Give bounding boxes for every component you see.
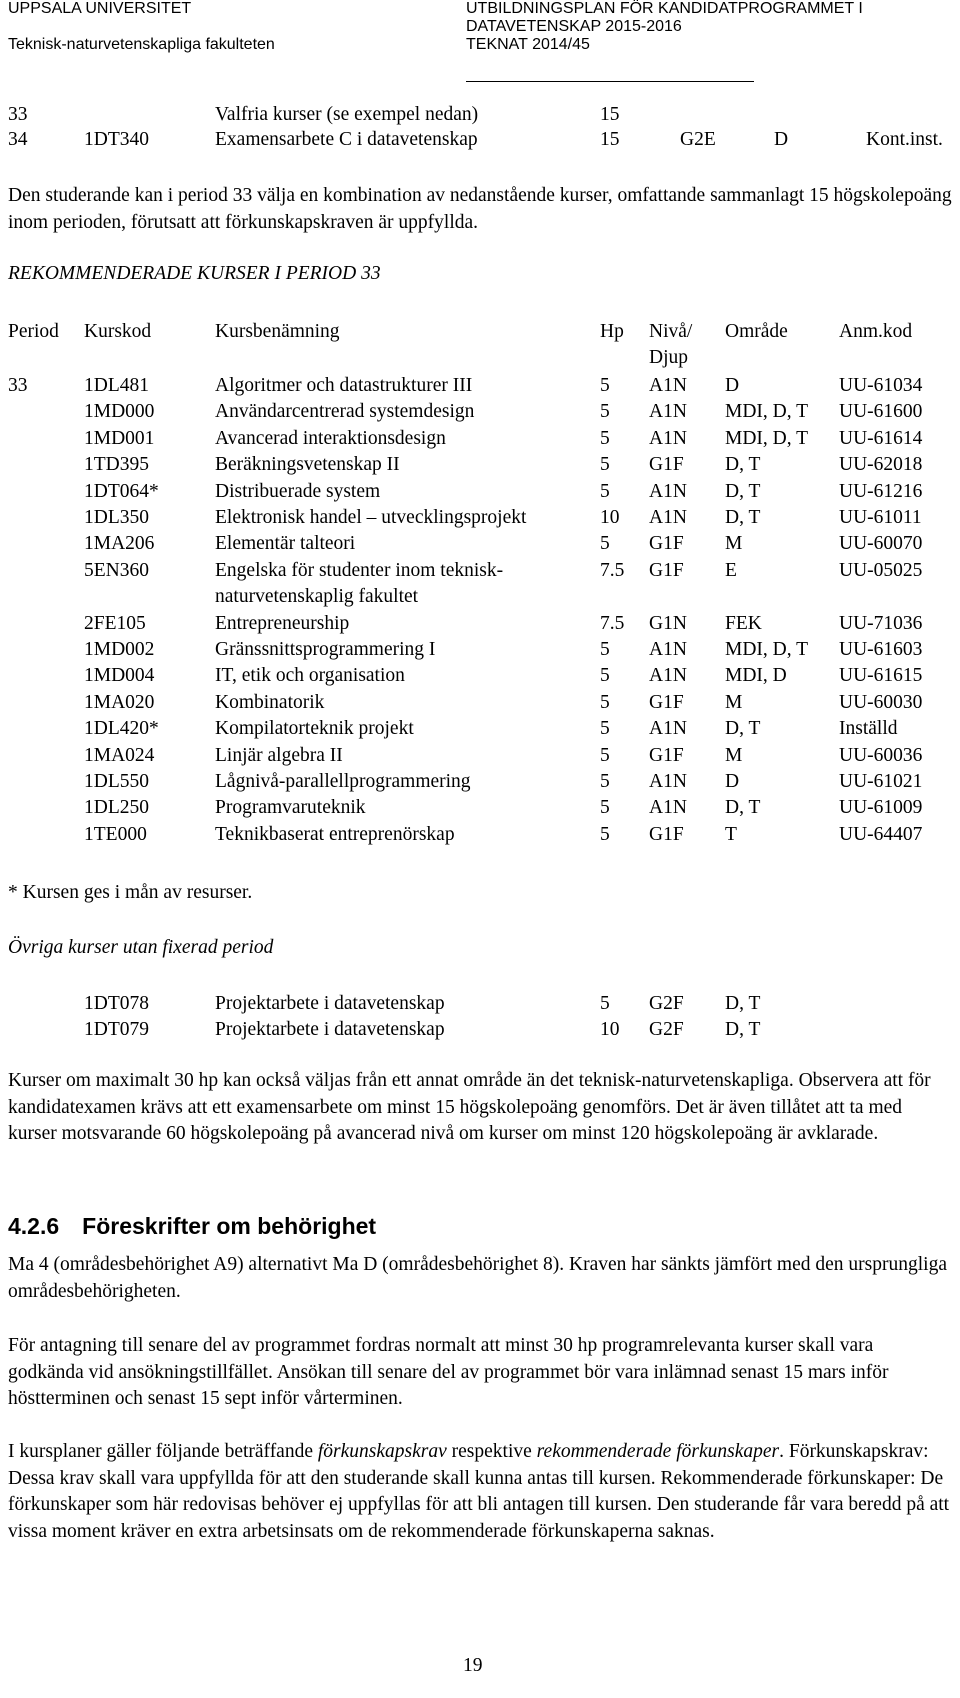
cell-area: D, T: [725, 507, 761, 528]
cell-code: 1MD002: [84, 639, 155, 660]
cell-name: Algoritmer och datastrukturer III: [215, 375, 473, 396]
course-row: [0, 428, 960, 454]
cell-name: Distribuerade system: [215, 480, 381, 502]
cell-area: D, T: [725, 993, 761, 1014]
cell-code: 1DL420*: [84, 718, 159, 740]
cell-hp: 5: [600, 691, 610, 713]
cell-hp: 5: [600, 744, 610, 766]
cell-area: MDI, D, T: [725, 639, 809, 660]
cell-area: FEK: [725, 612, 762, 634]
cell-note: UU-61615: [839, 665, 923, 687]
plan-subtitle: DATAVETENSKAP 2015-2016: [466, 18, 682, 35]
cell-hp: 5: [600, 454, 610, 476]
course-row: [0, 692, 960, 718]
cell-note: UU-60036: [839, 744, 923, 766]
cell-code: 1DL350: [84, 507, 149, 528]
cell-code: 1TE000: [84, 823, 147, 845]
cell-name: Linjär algebra II: [215, 744, 343, 766]
admission-paragraph: För antagning till senare del av programmet fordras normalt att minst 30 hp programrelevanta kurser skall vara godkända vid ansökningstillfället. Ansökan till senare del av programmet bör vara inlämnad senast 15 mars inför höstterminen och senast 15 sept inför vårterminen.: [8, 1335, 889, 1409]
cell-hp: 5: [600, 375, 610, 396]
cell-area: MDI, D, T: [725, 427, 809, 449]
faculty-name: Teknisk-naturvetenskapliga fakulteten: [8, 36, 275, 53]
cell-period: 33: [8, 104, 28, 125]
cell-area: E: [725, 559, 737, 581]
recommended-heading: REKOMMENDERADE KURSER I PERIOD 33: [8, 263, 381, 284]
page-number: 19: [463, 1655, 483, 1676]
cell-period: 33: [8, 375, 28, 396]
cell-name: Kombinatorik: [215, 691, 325, 713]
course-row: [0, 533, 960, 559]
university-name: UPPSALA UNIVERSITET: [8, 0, 192, 17]
cell-name: Beräkningsvetenskap II: [215, 454, 400, 476]
cell-level: A1N: [649, 797, 687, 819]
cell-name: Entrepreneurship: [215, 612, 350, 634]
cell-hp: 5: [600, 665, 610, 687]
col-note: Anm.kod: [839, 321, 913, 342]
course-plans-text-1: I kursplaner gäller följande beträffande: [8, 1441, 318, 1462]
cell-level: G1F: [649, 559, 684, 581]
cell-note: UU-61011: [839, 507, 922, 528]
course-plans-text-3: . Förkunskapskrav: Dessa krav skall vara uppfyllda för att den studerande skall kunna antas till kursen. Rekommenderade förkunskaper: De förkunskaper som här redovisas behöver ej uppfyllas för att bli antagen till kursen. Den studerande får vara beredd på att vissa moment kräver en extra arbetsinsats om de rekommenderade förkunskaperna saknas.: [8, 1441, 950, 1542]
cell-code: 1MA024: [84, 744, 155, 766]
cell-note: UU-71036: [839, 612, 923, 634]
cell-area: M: [725, 691, 743, 713]
cell-name: Elementär talteori: [215, 533, 356, 555]
cell-hp: 7.5: [600, 612, 625, 634]
cell-name: IT, etik och organisation: [215, 665, 405, 687]
page-header: [0, 0, 960, 54]
course-row: [0, 639, 960, 665]
col-area: Område: [725, 321, 788, 342]
cell-note: UU-61034: [839, 375, 923, 396]
cell-level: A1N: [649, 771, 687, 792]
eligibility-paragraph: Ma 4 (områdesbehörighet A9) alternativt Ma D (områdesbehörighet 8). Kraven har sänkts jämfört med den ursprungliga områdesbehörigheten.: [8, 1254, 947, 1302]
cell-hp: 15: [600, 104, 620, 125]
course-row: [0, 401, 960, 427]
cell-name: Elektronisk handel – utvecklingsprojekt: [215, 507, 527, 528]
course-row: [0, 665, 960, 691]
cell-area: D: [725, 771, 740, 792]
footnote: * Kursen ges i mån av resurser.: [8, 882, 253, 903]
cell-hp: 5: [600, 797, 610, 819]
cell-hp: 5: [600, 639, 610, 660]
cell-area: M: [725, 533, 743, 555]
cell-area: D, T: [725, 1019, 761, 1040]
course-row: [0, 824, 960, 850]
cell-hp: 7.5: [600, 559, 625, 581]
cell-code: 5EN360: [84, 559, 149, 581]
cell-level: A1N: [649, 665, 687, 687]
cell-name: Programvaruteknik: [215, 797, 366, 819]
course-plans-text-2: respektive: [446, 1441, 537, 1462]
header-rule: [466, 81, 754, 82]
course-plans-italic-1: förkunskapskrav: [317, 1441, 447, 1462]
cell-name: Projektarbete i datavetenskap: [215, 993, 445, 1014]
cell-note: UU-61009: [839, 797, 923, 819]
cell-note: Inställd: [839, 718, 898, 740]
cell-name: Gränssnittsprogrammering I: [215, 639, 436, 660]
cell-hp: 5: [600, 480, 610, 502]
cell-level: G1F: [649, 454, 684, 476]
cell-code: 1MD004: [84, 665, 155, 687]
cell-code: 1DL481: [84, 375, 149, 396]
cell-hp: 5: [600, 533, 610, 555]
intro-paragraph: Den studerande kan i period 33 välja en kombination av nedanstående kurser, omfattande sammanlagt 15 högskolepoäng inom perioden, förutsatt att förkunskapskraven är uppfyllda.: [8, 185, 952, 233]
cell-hp: 5: [600, 993, 610, 1014]
cell-code: 1DT079: [84, 1019, 149, 1040]
cell-area: MDI, D: [725, 665, 787, 687]
cell-level: G2F: [649, 1019, 684, 1040]
cell-hp: 5: [600, 718, 610, 740]
col-period: Period: [8, 321, 59, 342]
cell-area: T: [725, 823, 737, 845]
course-row: [0, 771, 960, 797]
cell-code: 1DT340: [84, 129, 149, 150]
cell-area: D, T: [725, 797, 761, 819]
cell-hp: 5: [600, 427, 610, 449]
course-row: [0, 559, 960, 607]
cell-hp: 15: [600, 129, 620, 150]
cell-name: Kompilatorteknik projekt: [215, 718, 414, 740]
cell-level: G1N: [649, 612, 687, 634]
other-course-row: [0, 1019, 960, 1045]
cell-note: UU-61600: [839, 401, 923, 423]
section-heading: 4.2.6 Föreskrifter om behörighet: [8, 1213, 377, 1239]
cell-code: 1MD000: [84, 401, 155, 423]
cell-note: UU-61614: [839, 427, 923, 449]
cell-hp: 5: [600, 823, 610, 845]
cell-note: Kont.inst.: [866, 129, 943, 150]
cell-name: Engelska för studenter inom teknisk-: [215, 559, 504, 581]
cell-code: 1MD001: [84, 427, 155, 449]
cell-code: 1MA020: [84, 691, 155, 713]
top-course-row: [0, 129, 960, 155]
course-row: [0, 454, 960, 480]
course-row: [0, 481, 960, 507]
cell-period: 34: [8, 129, 28, 150]
cell-note: UU-61216: [839, 480, 923, 502]
cell-area: MDI, D, T: [725, 401, 809, 423]
cell-name: Examensarbete C i datavetenskap: [215, 129, 478, 150]
course-plans-paragraph: [8, 1439, 953, 1545]
course-row: [0, 507, 960, 533]
cell-area: D: [774, 129, 789, 150]
cell-level: A1N: [649, 639, 687, 660]
cell-hp: 10: [600, 1019, 620, 1040]
cell-name: Användarcentrerad systemdesign: [215, 401, 475, 423]
col-code: Kurskod: [84, 321, 152, 342]
plan-reference: TEKNAT 2014/45: [466, 36, 590, 53]
course-plans-italic-2: rekommenderade förkunskaper: [536, 1441, 780, 1462]
cell-note: UU-05025: [839, 559, 923, 581]
col-level: Nivå/: [649, 321, 693, 342]
cell-name: Lågnivå-parallellprogrammering: [215, 771, 471, 792]
cell-area: D: [725, 375, 740, 396]
cell-note: UU-64407: [839, 823, 923, 845]
cell-note: UU-61603: [839, 639, 923, 660]
course-row: [0, 718, 960, 744]
cell-area: D, T: [725, 480, 761, 502]
cell-code: 1DL250: [84, 797, 149, 819]
cell-level: G1F: [649, 533, 684, 555]
max-credits-paragraph: Kurser om maximalt 30 hp kan också väljas från ett annat område än det teknisk-naturvetenskapliga. Observera att för kandidatexamen krävs att ett examensarbete om minst 15 högskolepoäng genomförs. Det är även tillåtet att ta med kurser motsvarande 60 högskolepoäng på avancerad nivå om kurser om minst 120 högskolepoäng är avklarade.: [8, 1070, 931, 1144]
cell-level: G1F: [649, 744, 684, 766]
cell-note: UU-62018: [839, 454, 923, 476]
cell-level: A1N: [649, 718, 687, 740]
cell-area: D, T: [725, 718, 761, 740]
other-courses-heading: Övriga kurser utan fixerad period: [8, 937, 274, 958]
cell-note: UU-60070: [839, 533, 923, 555]
cell-code: 2FE105: [84, 612, 146, 634]
cell-name: Avancerad interaktionsdesign: [215, 427, 446, 449]
cell-code: 1MA206: [84, 533, 155, 555]
cell-hp: 5: [600, 771, 610, 792]
course-row: [0, 745, 960, 771]
course-row: [0, 375, 960, 401]
cell-level: A1N: [649, 480, 687, 502]
cell-code: 1DT064*: [84, 480, 159, 502]
cell-area: D, T: [725, 454, 761, 476]
cell-name: Projektarbete i datavetenskap: [215, 1019, 445, 1040]
cell-area: M: [725, 744, 743, 766]
cell-code: 1DT078: [84, 993, 149, 1014]
cell-name: Teknikbaserat entreprenörskap: [215, 823, 455, 845]
cell-code: 1DL550: [84, 771, 149, 792]
plan-title: UTBILDNINGSPLAN FÖR KANDIDATPROGRAMMET I: [466, 0, 863, 17]
top-course-row: [0, 104, 960, 130]
cell-level: G2F: [649, 993, 684, 1014]
cell-note: UU-60030: [839, 691, 923, 713]
cell-level: G1F: [649, 691, 684, 713]
cell-level: A1N: [649, 401, 687, 423]
cell-name: Valfria kurser (se exempel nedan): [215, 104, 479, 125]
cell-note: UU-61021: [839, 771, 923, 792]
cell-level: G1F: [649, 823, 684, 845]
other-course-row: [0, 993, 960, 1019]
cell-hp: 10: [600, 507, 620, 528]
cell-level: G2E: [680, 129, 716, 150]
cell-level: A1N: [649, 375, 687, 396]
col-name: Kursbenämning: [215, 321, 340, 342]
cell-name-continued: naturvetenskaplig fakultet: [215, 585, 419, 607]
col-hp: Hp: [600, 321, 624, 342]
cell-level: A1N: [649, 427, 687, 449]
cell-hp: 5: [600, 401, 610, 423]
col-level-2: Djup: [649, 347, 688, 368]
cell-code: 1TD395: [84, 454, 149, 476]
course-row: [0, 613, 960, 639]
course-row: [0, 797, 960, 823]
cell-level: A1N: [649, 507, 687, 528]
